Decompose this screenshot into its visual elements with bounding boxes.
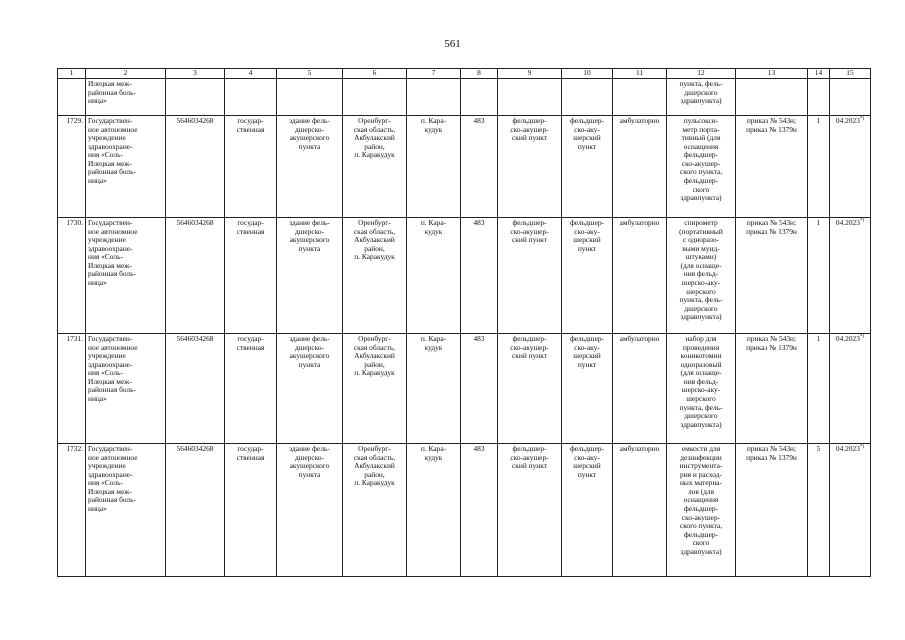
equipment-cell: пульсокси- метр порта- тивный (для оснащения фельдшер- ско-акушер- ского пункта, фельдшер- ского здравпункта) [667,116,736,218]
basis-cell: приказ № 543н; приказ № 1379н [736,116,808,218]
column-number: 4 [225,69,277,79]
organization-cell: Государствен- ное автономное учреждение здравоохране- ния «Соль- Илецкая меж- районная боль- ница» [86,218,166,334]
settlement-cell: п. Кара- кудук [407,334,461,444]
column-number: 12 [667,69,736,79]
table-row [58,116,871,218]
unit-cell: фельдшер- ско-акушер- ский пункт [498,334,562,444]
building-cell: здание фель- дшерско- акушерского пункта [277,444,343,577]
settlement-cell: п. Кара- кудук [407,218,461,334]
date-cell [830,334,871,444]
inn-cell: 5646034268 [166,334,225,444]
cell-empty [498,79,562,116]
column-number: 15 [830,69,871,79]
unit-cell: фельдшер- ско-акушер- ский пункт [498,444,562,577]
settlement-cell: п. Кара- кудук [407,116,461,218]
table-row [58,444,871,577]
cell-empty [407,79,461,116]
table-row [58,334,871,444]
column-number: 8 [461,69,498,79]
row-number: 1731. [58,334,86,444]
column-number: 7 [407,69,461,79]
subunit-cell: фельдшер- ско-аку- шерский пункт [562,444,613,577]
column-number: 14 [808,69,830,79]
table-row [58,218,871,334]
date-value: 04.2023 [835,444,860,453]
quantity-cell: 1 [808,334,830,444]
column-number: 9 [498,69,562,79]
subunit-cell: фельдшер- ско-аку- шерский пункт [562,334,613,444]
date-value: 04.2023 [835,116,860,125]
cell-empty [277,79,343,116]
date-cell [830,116,871,218]
organization-cell: Государствен- ное автономное учреждение здравоохране- ния «Соль- Илецкая меж- районная боль- ница» [86,116,166,218]
cell-empty [830,79,871,116]
footnote-mark: *) [859,218,865,224]
subunit-cell: фельдшер- ско-аку- шерский пункт [562,116,613,218]
basis-cell: приказ № 543н; приказ № 1379н [736,444,808,577]
inn-cell: 5646034268 [166,218,225,334]
unit-cell: фельдшер- ско-акушер- ский пункт [498,218,562,334]
register-table [57,68,871,577]
code-cell: 483 [461,334,498,444]
cell-empty [613,79,667,116]
care-cell: амбулаторно [613,116,667,218]
care-cell: амбулаторно [613,218,667,334]
date-value: 04.2023 [835,334,860,343]
continuation-row [58,79,871,116]
address-cell: Оренбург- ская область, Акбулакский район, п. Каракудук [343,444,407,577]
building-cell: здание фель- дшерско- акушерского пункта [277,218,343,334]
column-number: 6 [343,69,407,79]
organization-cell: Государствен- ное автономное учреждение здравоохране- ния «Соль- Илецкая меж- районная боль- ница» [86,444,166,577]
quantity-cell: 1 [808,116,830,218]
column-number: 1 [58,69,86,79]
basis-cell: приказ № 543н; приказ № 1379н [736,218,808,334]
cell-empty [461,79,498,116]
address-cell: Оренбург- ская область, Акбулакский район, п. Каракудук [343,334,407,444]
cell-empty [736,79,808,116]
ownership-cell: государ- ственная [225,444,277,577]
column-number: 3 [166,69,225,79]
care-cell: амбулаторно [613,444,667,577]
basis-cell: приказ № 543н; приказ № 1379н [736,334,808,444]
ownership-cell: государ- ственная [225,218,277,334]
date-cell [830,444,871,577]
continuation-organization: Илецкая меж- районная боль- ница» [86,79,166,116]
inn-cell: 5646034268 [166,444,225,577]
unit-cell: фельдшер- ско-акушер- ский пункт [498,116,562,218]
equipment-cell: спирометр (портативный с одноразо- выми мунд- штуками) (для оснаще- ния фельд- шерско-аку- шерского пункта, фель- дшерского здравпункта) [667,218,736,334]
address-cell: Оренбург- ская область, Акбулакский район, п. Каракудук [343,116,407,218]
column-number: 13 [736,69,808,79]
cell-empty [166,79,225,116]
continuation-equipment: пункта, фель- дшерского здравпункта) [667,79,736,116]
code-cell: 483 [461,116,498,218]
column-number: 5 [277,69,343,79]
row-number: 1730. [58,218,86,334]
cell-empty [58,79,86,116]
care-cell: амбулаторно [613,334,667,444]
settlement-cell: п. Кара- кудук [407,444,461,577]
column-number: 11 [613,69,667,79]
footnote-mark: *) [859,334,865,340]
date-cell [830,218,871,334]
column-number: 2 [86,69,166,79]
ownership-cell: государ- ственная [225,116,277,218]
organization-cell: Государствен- ное автономное учреждение здравоохране- ния «Соль- Илецкая меж- районная боль- ница» [86,334,166,444]
subunit-cell: фельдшер- ско-аку- шерский пункт [562,218,613,334]
ownership-cell: государ- ственная [225,334,277,444]
cell-empty [562,79,613,116]
inn-cell: 5646034268 [166,116,225,218]
column-number-row [58,69,871,79]
cell-empty [225,79,277,116]
row-number: 1729. [58,116,86,218]
cell-empty [808,79,830,116]
column-number: 10 [562,69,613,79]
building-cell: здание фель- дшерско- акушерского пункта [277,116,343,218]
building-cell: здание фель- дшерско- акушерского пункта [277,334,343,444]
footnote-mark: *) [859,116,865,122]
equipment-cell: набор для проведения коникотомии одноразовый (для оснаще- ния фельд- шерско-аку- шерского пункта, фель- дшерского здравпункта) [667,334,736,444]
page-number: 561 [444,38,461,50]
footnote-mark: *) [859,444,865,450]
code-cell: 483 [461,218,498,334]
code-cell: 483 [461,444,498,577]
address-cell: Оренбург- ская область, Акбулакский район, п. Каракудук [343,218,407,334]
date-value: 04.2023 [835,218,860,227]
row-number: 1732. [58,444,86,577]
cell-empty [343,79,407,116]
quantity-cell: 5 [808,444,830,577]
quantity-cell: 1 [808,218,830,334]
equipment-cell: емкости для дезинфекции инструмента- рия и расход- ных материа- лов (для оснащения фельдшер- ско-акушер- ского пункта, фельдшер- ского здравпункта) [667,444,736,577]
